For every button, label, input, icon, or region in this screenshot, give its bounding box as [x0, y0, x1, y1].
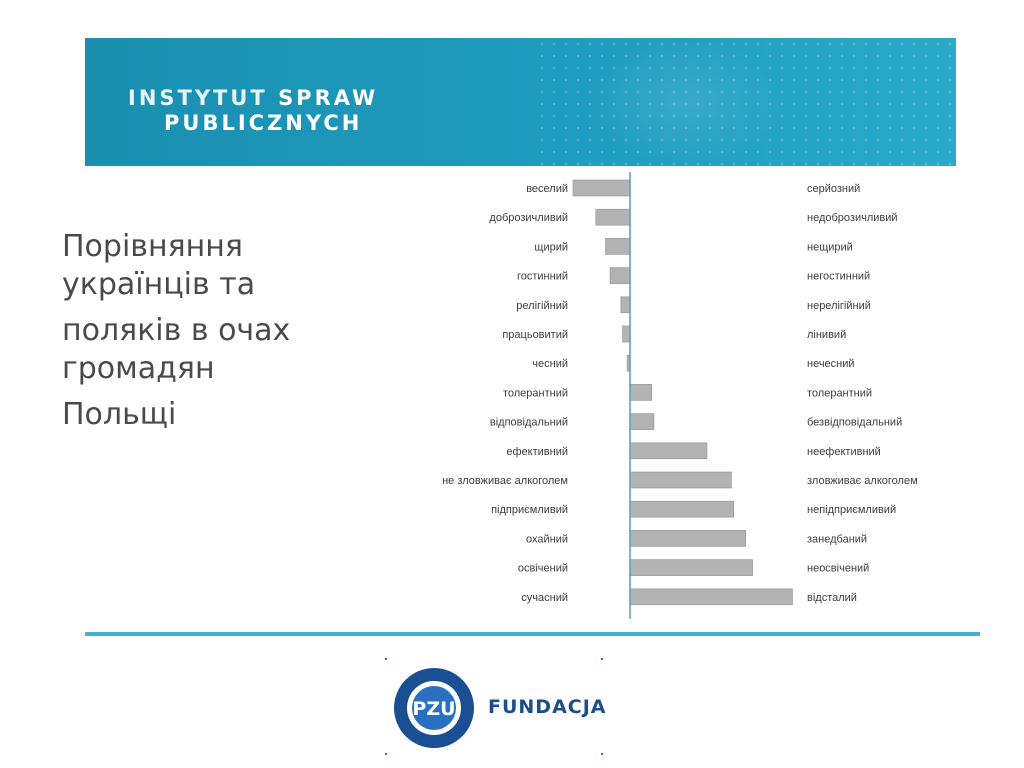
category-label: релігійний [516, 299, 568, 312]
chart-bar [630, 501, 734, 517]
chart-bar [623, 326, 630, 342]
chart-bar [630, 414, 654, 430]
category-label: сучасний [521, 591, 568, 604]
opposite-label: неефективний [807, 445, 881, 458]
opposite-label: нерелігійний [807, 299, 871, 312]
opposite-label: толерантний [807, 387, 873, 400]
opposite-label: лінивий [807, 329, 847, 341]
opposite-label: нечесний [807, 358, 855, 371]
chart-bar [630, 472, 731, 488]
chart-right-labels [807, 183, 918, 604]
title-line-2: українців та [62, 267, 256, 302]
opposite-label: непідприємливий [807, 504, 897, 517]
category-label: не зловживає алкоголем [442, 475, 568, 487]
title-line-4: громадян [62, 351, 215, 386]
title-line-5: Польщі [62, 397, 177, 432]
chart-bar [596, 209, 630, 225]
category-label: гостинний [516, 270, 568, 283]
chart-left-labels [442, 183, 568, 604]
footer-divider [85, 632, 980, 636]
opposite-label: нещирий [807, 241, 853, 254]
chart-bar [573, 180, 630, 196]
chart-bar [610, 268, 630, 284]
chart-bars [573, 180, 792, 605]
category-label: веселий [526, 183, 568, 195]
opposite-label: занедбаний [807, 533, 868, 546]
category-label: підприємливий [491, 504, 568, 517]
category-label: щирий [534, 241, 568, 254]
title-line-3: поляків в очах [62, 313, 291, 348]
chart-bar [630, 443, 707, 459]
chart-bar [630, 530, 746, 546]
category-label: відповідальний [489, 416, 568, 429]
opposite-label: безвідповідальний [807, 416, 903, 429]
category-label: освічений [517, 562, 568, 575]
opposite-label: відсталий [807, 591, 857, 604]
logo-corner-mark-tl [385, 658, 387, 660]
opposite-label: зловживає алкоголем [807, 475, 918, 487]
logo-corner-mark-tr [601, 658, 603, 660]
logo-corner-mark-bl [385, 753, 387, 755]
category-label: ефективний [506, 445, 568, 458]
category-label: доброзичливий [489, 212, 568, 225]
opposite-label: серйозний [807, 183, 861, 195]
logo-word-instytut: INSTYTUT [128, 86, 268, 110]
opposite-label: негостинний [807, 270, 871, 283]
fundacja-brand: FUNDACJA [488, 696, 607, 718]
chart-bar [630, 384, 652, 400]
pzu-logo-text: PZU [412, 698, 456, 720]
opposite-label: неосвічений [807, 562, 870, 575]
logo-corner-mark-br [601, 753, 603, 755]
chart-bar [630, 560, 753, 576]
pzu-logo [393, 667, 475, 749]
opposite-label: недоброзичливий [807, 212, 898, 225]
category-label: охайний [526, 533, 568, 546]
chart-bar [621, 297, 630, 313]
title-line-1: Порівняння [62, 229, 243, 264]
category-label: толерантний [502, 387, 568, 400]
logo-word-spraw: SPRAW [278, 86, 379, 110]
category-label: працьовитий [502, 329, 568, 341]
chart-bar [605, 238, 630, 254]
category-label: чесний [532, 358, 568, 371]
institute-logo-line2: PUBLICZNYCH [164, 111, 363, 135]
chart-bar [630, 589, 792, 605]
